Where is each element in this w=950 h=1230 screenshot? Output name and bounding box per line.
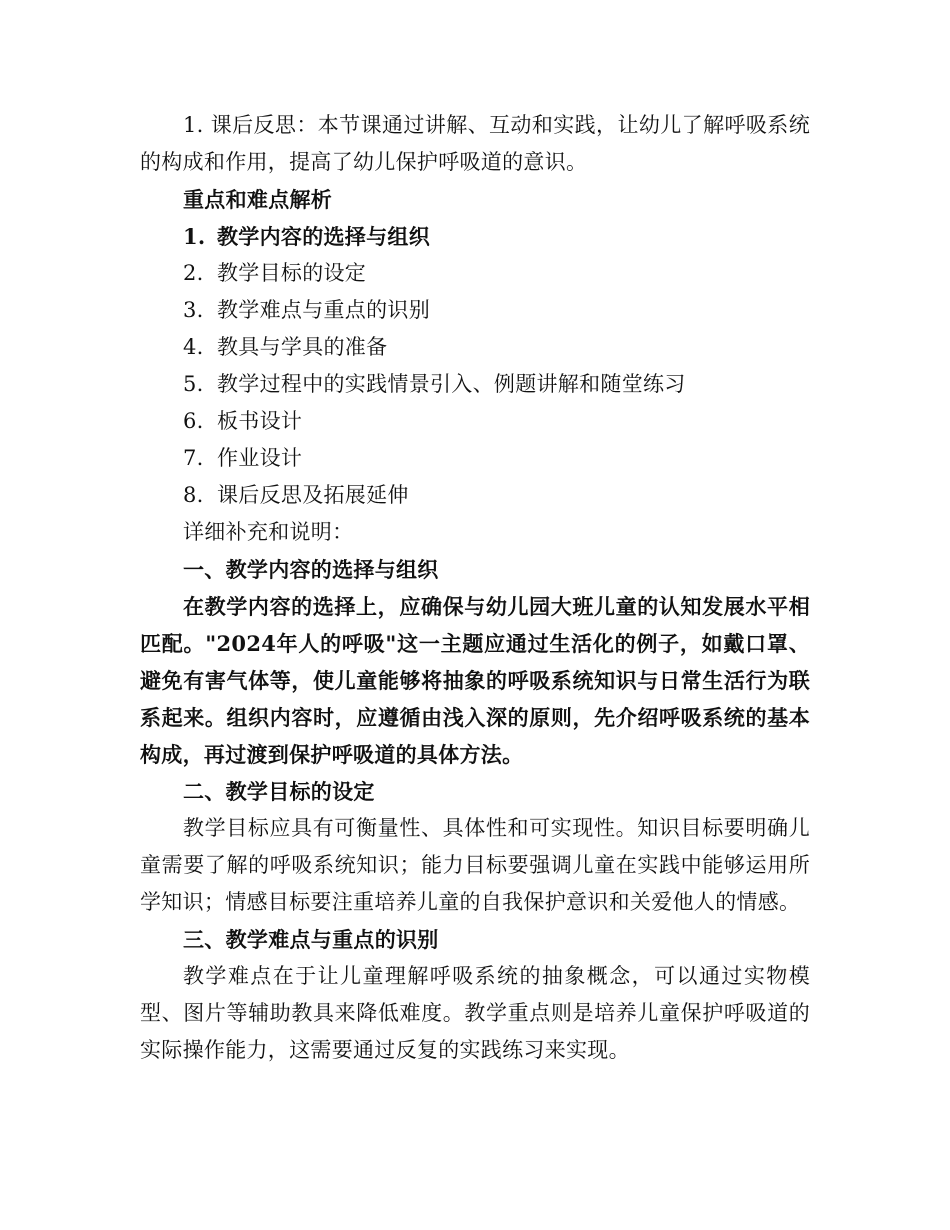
- list-item: [140, 329, 810, 366]
- list-item: [140, 255, 810, 292]
- list-item-number: 1.: [183, 224, 206, 249]
- list-item-text: 教学内容的选择与组织: [217, 224, 430, 249]
- list-item: [140, 366, 810, 403]
- list-item: [140, 403, 810, 440]
- list-item-number: 5.: [183, 372, 204, 396]
- list-item-text: 作业设计: [217, 446, 303, 470]
- section-3-heading: 三、教学难点与重点的识别: [183, 927, 439, 952]
- list-item: [140, 218, 810, 255]
- section-2-heading: 二、教学目标的设定: [183, 779, 375, 804]
- list-item-number: 2.: [183, 261, 204, 285]
- list-item: [140, 292, 810, 329]
- list-item-number: 4.: [183, 335, 204, 359]
- list-item-text: 教学过程中的实践情景引入、例题讲解和随堂练习: [217, 372, 686, 396]
- reflection-paragraph: 1. 课后反思：本节课通过讲解、互动和实践，让幼儿了解呼吸系统的构成和作用，提高了幼儿保护呼吸道的意识。: [140, 113, 810, 174]
- section-3-body: 教学难点在于让儿童理解呼吸系统的抽象概念，可以通过实物模型、图片等辅助教具来降低难度。教学重点则是培养儿童保护呼吸道的实际操作能力，这需要通过反复的实践练习来实现。: [140, 964, 810, 1062]
- list-item-number: 6.: [183, 409, 204, 433]
- list-item-text: 教学目标的设定: [217, 261, 367, 285]
- document-content: [140, 107, 810, 1069]
- list-item-number: 3.: [183, 298, 204, 322]
- section-1-heading: 一、教学内容的选择与组织: [183, 557, 439, 582]
- key-points-list: [140, 218, 810, 514]
- list-item: [140, 440, 810, 477]
- list-item-text: 教学难点与重点的识别: [217, 298, 430, 322]
- key-points-heading: 重点和难点解析: [183, 187, 333, 212]
- detail-heading: 详细补充和说明：: [183, 520, 354, 544]
- list-item-text: 课后反思及拓展延伸: [217, 483, 409, 507]
- list-item-number: 8.: [183, 483, 204, 507]
- list-item-text: 板书设计: [217, 409, 303, 433]
- list-item-text: 教具与学具的准备: [217, 335, 388, 359]
- section-2-body: 教学目标应具有可衡量性、具体性和可实现性。知识目标要明确儿童需要了解的呼吸系统知识；能力目标要强调儿童在实践中能够运用所学知识；情感目标要注重培养儿童的自我保护意识和关爱他人的情感。: [140, 816, 810, 914]
- list-item-number: 7.: [183, 446, 204, 470]
- list-item: [140, 477, 810, 514]
- section-1-body: 在教学内容的选择上，应确保与幼儿园大班儿童的认知发展水平相匹配。"2024年人的呼吸"这一主题应通过生活化的例子，如戴口罩、避免有害气体等，使儿童能够将抽象的呼吸系统知识与日常生活行为联系起来。组织内容时，应遵循由浅入深的原则，先介绍呼吸系统的基本构成，再过渡到保护呼吸道的具体方法。: [140, 594, 810, 767]
